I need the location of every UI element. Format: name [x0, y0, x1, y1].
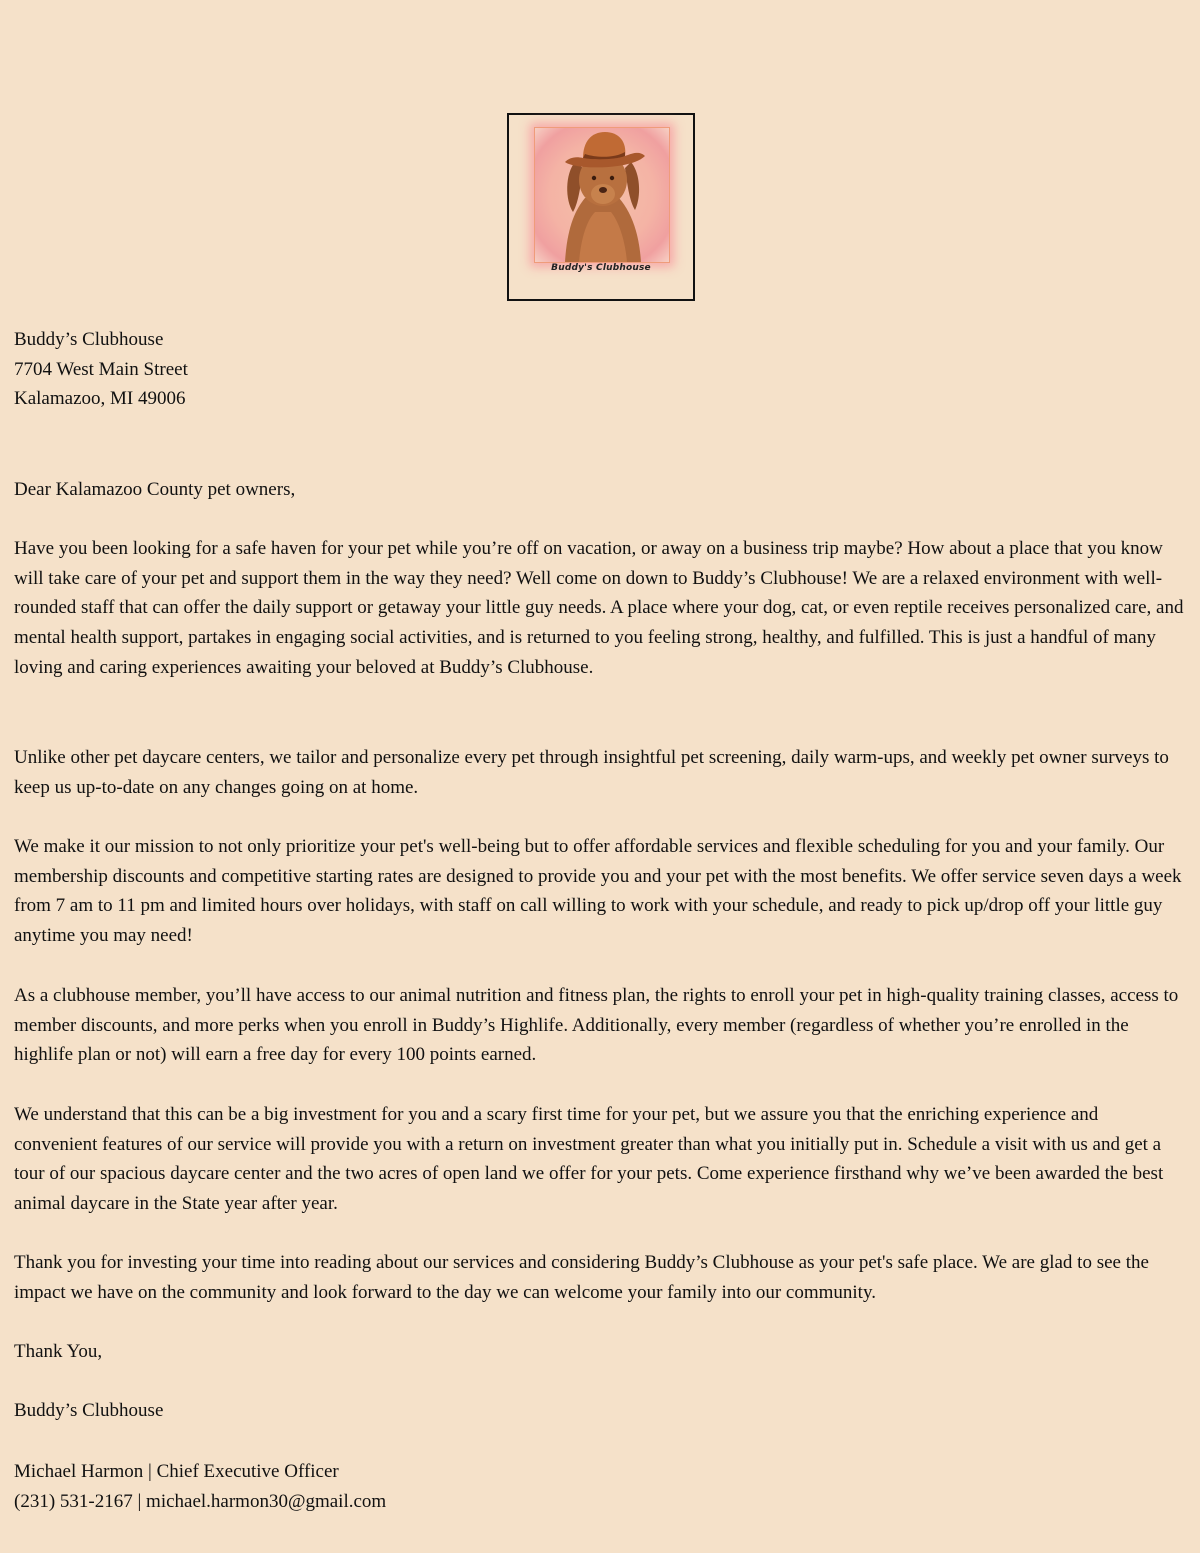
body-paragraph-1: Have you been looking for a safe haven for your pet while you’re off on vacation, or away on a business trip maybe? How about a place that you know will take care of your pet and support them in the way they need? Well come on down to Buddy’s Clubhouse! We are a relaxed environment with well-rounded staff that can offer the daily support or getaway your little guy needs. A place where your dog, cat, or even reptile receives personalized care, and mental health support, partakes in engaging social activities, and is returned to you feeling strong, healthy, and fulfilled. This is just a handful of many loving and caring experiences awaiting your beloved at Buddy’s Clubhouse. — [14, 538, 1184, 678]
body-paragraph-6: Thank you for investing your time into reading about our services and considering Buddy’s Clubhouse as your pet's safe place. We are glad to see the impact we have on the community and look forward to the day we can welcome your family into our community. — [14, 1252, 1149, 1303]
signature-company: Buddy’s Clubhouse — [14, 1400, 164, 1421]
sender-street: 7704 West Main Street — [14, 358, 188, 380]
company-logo — [507, 113, 695, 301]
dog-in-cowboy-hat-icon — [535, 128, 669, 262]
sender-address — [14, 325, 1186, 414]
logo-photo-frame — [534, 127, 670, 263]
sender-city: Kalamazoo, MI 49006 — [14, 388, 186, 410]
body-paragraph-4: As a clubhouse member, you’ll have access to our animal nutrition and fitness plan, the rights to enroll your pet in high-quality training classes, access to member discounts, and more perks when you enroll in Buddy’s Highlife. Additionally, every member (regardless of whether you’re enrolled in the highlife plan or not) will earn a free day for every 100 points earned. — [14, 985, 1179, 1066]
body-paragraph-3: We make it our mission to not only prioritize your pet's well-being but to offer affordable services and flexible scheduling for you and your family. Our membership discounts and competitive starting rates are designed to provide you and your pet with the most benefits. We offer service seven days a week from 7 am to 11 pm and limited hours over holidays, with staff on call willing to work with your schedule, and ready to pick up/drop off your little guy anytime you may need! — [14, 836, 1182, 947]
signature-block — [14, 1457, 1186, 1516]
closing: Thank You, — [14, 1341, 103, 1362]
signer-name-title: Michael Harmon | Chief Executive Officer — [14, 1461, 339, 1482]
logo-caption: Buddy's Clubhouse — [551, 263, 651, 273]
sender-name: Buddy’s Clubhouse — [14, 329, 164, 350]
salutation: Dear Kalamazoo County pet owners, — [14, 479, 296, 500]
body-paragraph-5: We understand that this can be a big investment for you and a scary first time for your pet, but we assure you that the enriching experience and convenient features of our service will provide you with a return on investment greater than what you initially put in. Schedule a visit with us and get a tour of our spacious daycare center and the two acres of open land we offer for your pets. Come experience firsthand why we’ve been awarded the best animal daycare in the State year after year. — [14, 1104, 1164, 1215]
contact-info: (231) 531-2167 | michael.harmon30@gmail.com — [14, 1490, 387, 1512]
body-paragraph-2: Unlike other pet daycare centers, we tailor and personalize every pet through insightful pet screening, daily warm-ups, and weekly pet owner surveys to keep us up-to-date on any changes going on at home. — [14, 747, 1169, 798]
